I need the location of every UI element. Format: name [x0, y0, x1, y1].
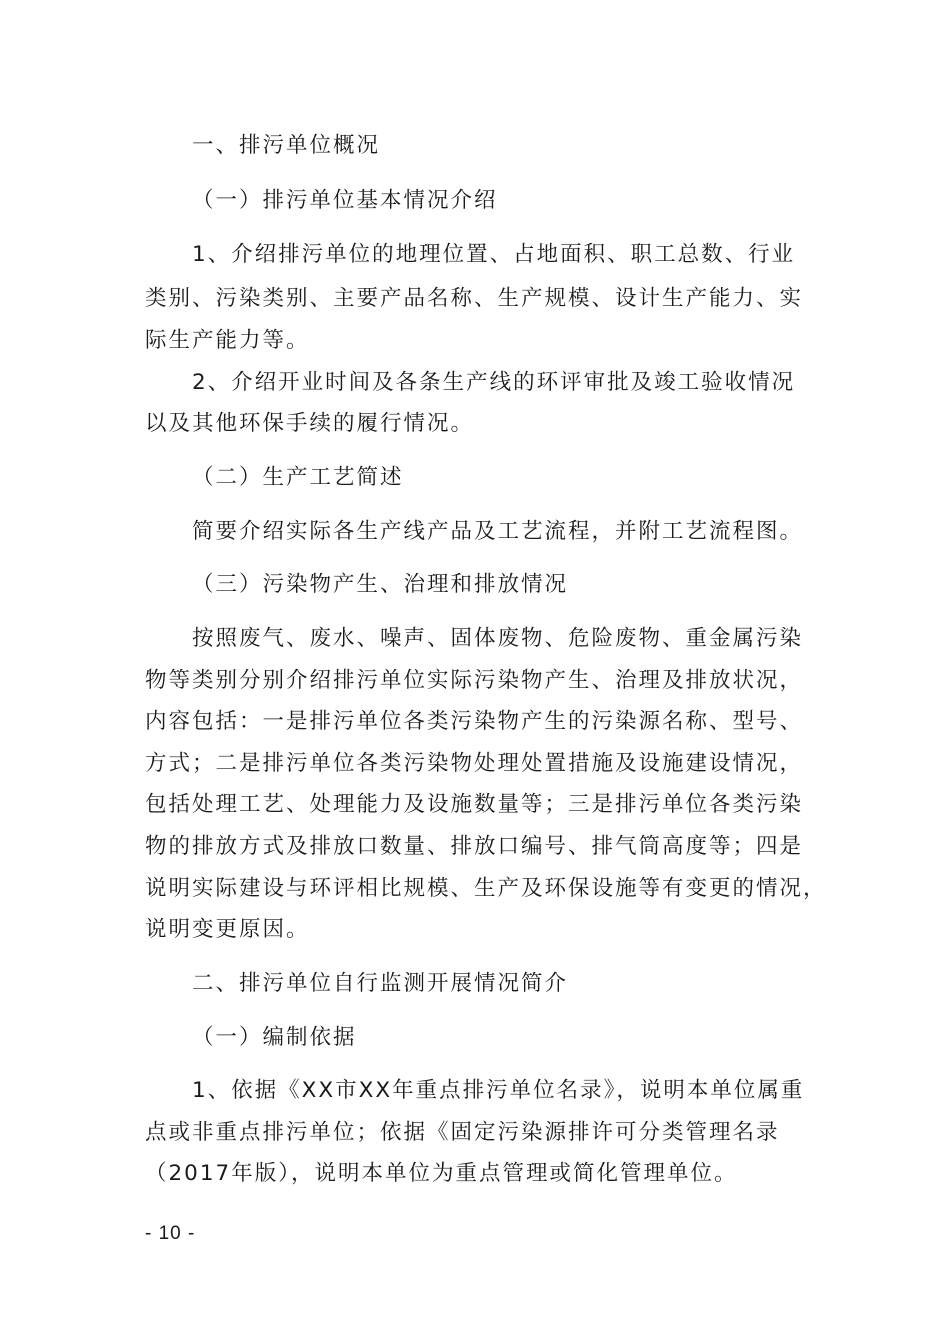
paragraph-line: 方式；二是排污单位各类污染物处理处置措施及设施建设情况，	[145, 751, 804, 776]
subsection-2-1-heading: （一）编制依据	[192, 1025, 357, 1050]
paragraph-line: 1、介绍排污单位的地理位置、占地面积、职工总数、行业	[192, 242, 796, 267]
paragraph-line: （2017年版），说明本单位为重点管理或简化管理单位。	[145, 1161, 738, 1186]
paragraph-line: 简要介绍实际各生产线产品及工艺流程，并附工艺流程图。	[192, 519, 804, 544]
paragraph-line: 2、介绍开业时间及各条生产线的环评审批及竣工验收情况	[192, 370, 796, 395]
paragraph-line: 物等类别分别介绍排污单位实际污染物产生、治理及排放状况，	[145, 668, 804, 693]
page-number: - 10 -	[145, 1223, 196, 1244]
paragraph-line: 物的排放方式及排放口数量、排放口编号、排气筒高度等；四是	[145, 834, 804, 859]
paragraph-line: 以及其他环保手续的履行情况。	[145, 411, 475, 436]
paragraph-line: 类别、污染类别、主要产品名称、生产规模、设计生产能力、实	[145, 286, 804, 311]
section-2-heading: 二、排污单位自行监测开展情况简介	[192, 971, 569, 996]
paragraph-line: 说明变更原因。	[145, 917, 310, 942]
section-1-heading: 一、排污单位概况	[192, 133, 381, 158]
paragraph-line: 际生产能力等。	[145, 328, 310, 353]
paragraph-line: 说明实际建设与环评相比规模、生产及环保设施等有变更的情况，	[145, 876, 827, 901]
paragraph-line: 1、依据《XX市XX年重点排污单位名录》，说明本单位属重	[192, 1078, 805, 1103]
paragraph-line: 点或非重点排污单位；依据《固定污染源排许可分类管理名录	[145, 1120, 780, 1145]
paragraph-line: 包括处理工艺、处理能力及设施数量等；三是排污单位各类污染	[145, 792, 804, 817]
subsection-1-1-heading: （一）排污单位基本情况介绍	[192, 188, 498, 213]
subsection-1-3-heading: （三）污染物产生、治理和排放情况	[192, 572, 569, 597]
paragraph-line: 按照废气、废水、噪声、固体废物、危险废物、重金属污染	[192, 626, 804, 651]
subsection-1-2-heading: （二）生产工艺简述	[192, 465, 404, 490]
paragraph-line: 内容包括：一是排污单位各类污染物产生的污染源名称、型号、	[145, 709, 804, 734]
